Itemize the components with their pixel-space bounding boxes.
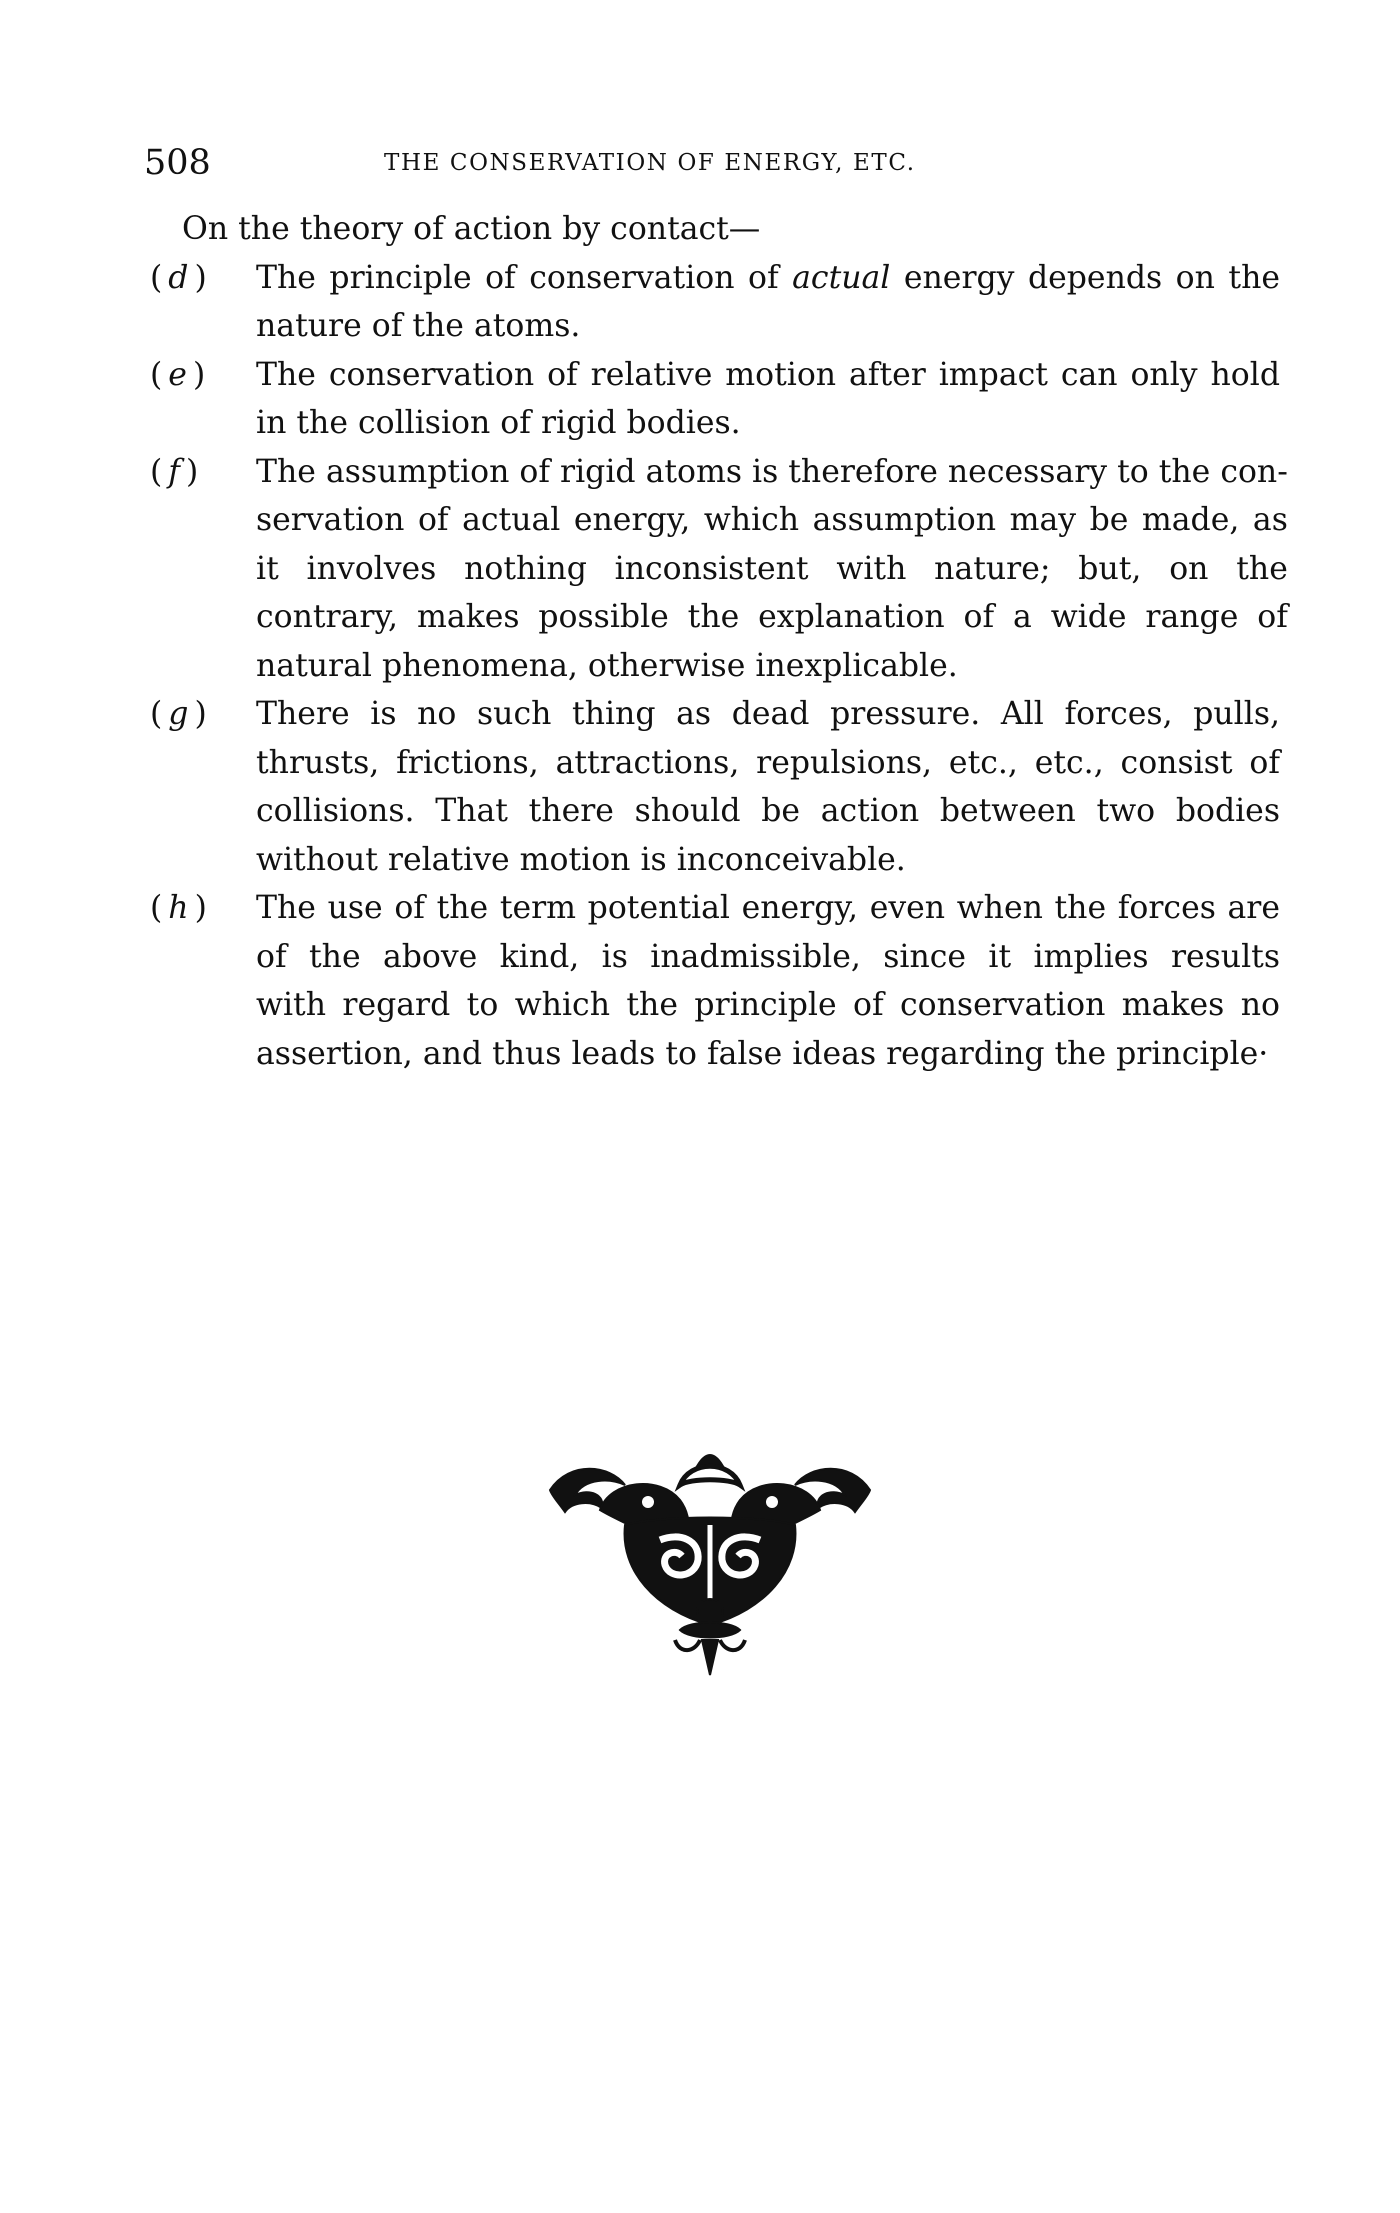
clause-marker: ( h ) — [150, 890, 207, 926]
clause-f — [150, 448, 1288, 691]
clause-text — [256, 254, 1280, 351]
tailpiece-ornament-icon — [530, 1440, 890, 1680]
clause-marker: ( d ) — [150, 259, 207, 296]
clause-d-text-before: The principle of conservation of — [256, 259, 779, 296]
clause-line: nature of the atoms. — [256, 308, 581, 344]
clause-letter: f — [168, 453, 180, 490]
clause-g — [150, 690, 1280, 884]
clause-d — [150, 254, 1280, 351]
clause-line: contrary, makes possible the explanation of a wide range of — [256, 599, 1288, 635]
clause-marker: ( e ) — [150, 356, 206, 393]
clause-letter: h — [168, 890, 189, 926]
clause-marker: ( f ) — [150, 453, 199, 490]
running-head — [144, 138, 1274, 188]
clause-line: The assumption of rigid atoms is therefore necessary to the con- — [256, 453, 1288, 490]
clause-letter: e — [168, 356, 187, 393]
clause-line: natural phenomena, otherwise inexplicable. — [256, 647, 958, 684]
clause-line: thrusts, frictions, attractions, repulsions, etc., etc., consist of — [256, 744, 1280, 781]
clause-line — [256, 254, 1280, 303]
clause-d-text-after: energy depends on the — [903, 259, 1280, 296]
clause-text — [256, 351, 1280, 448]
clause-e — [150, 351, 1280, 448]
clause-marker: ( g ) — [150, 696, 207, 732]
clause-text — [256, 884, 1280, 1078]
clause-line: There is no such thing as dead pressure. All forces, pulls, — [256, 696, 1280, 732]
clause-line: of the above kind, is inadmissible, since it implies results — [256, 938, 1280, 975]
intro-line: On the theory of action by contact— — [182, 211, 761, 247]
clause-line: assertion, and thus leads to false ideas regarding the principle· — [256, 1035, 1269, 1072]
clause-line: The conservation of relative motion after impact can only hold — [256, 356, 1280, 393]
clause-d-emphasis: actual — [792, 259, 891, 296]
clause-text — [256, 448, 1288, 691]
clause-letter: d — [168, 259, 189, 296]
running-title: THE CONSERVATION OF ENERGY, ETC. — [384, 150, 916, 176]
clause-line: in the collision of rigid bodies. — [256, 405, 741, 441]
clause-letter: g — [168, 696, 189, 732]
clause-h — [150, 884, 1280, 1078]
clause-text — [256, 690, 1280, 884]
clause-line: servation of actual energy, which assumption may be made, as — [256, 502, 1288, 538]
clause-line: it involves nothing inconsistent with nature; but, on the — [256, 550, 1288, 587]
clause-line: The use of the term potential energy, even when the forces are — [256, 890, 1280, 926]
page-number: 508 — [144, 143, 211, 183]
clause-line: collisions. That there should be action between two bodies — [256, 793, 1280, 829]
clause-line: with regard to which the principle of conservation makes no — [256, 987, 1280, 1023]
clause-line: without relative motion is inconceivable. — [256, 841, 906, 878]
body-text — [150, 205, 1288, 1078]
